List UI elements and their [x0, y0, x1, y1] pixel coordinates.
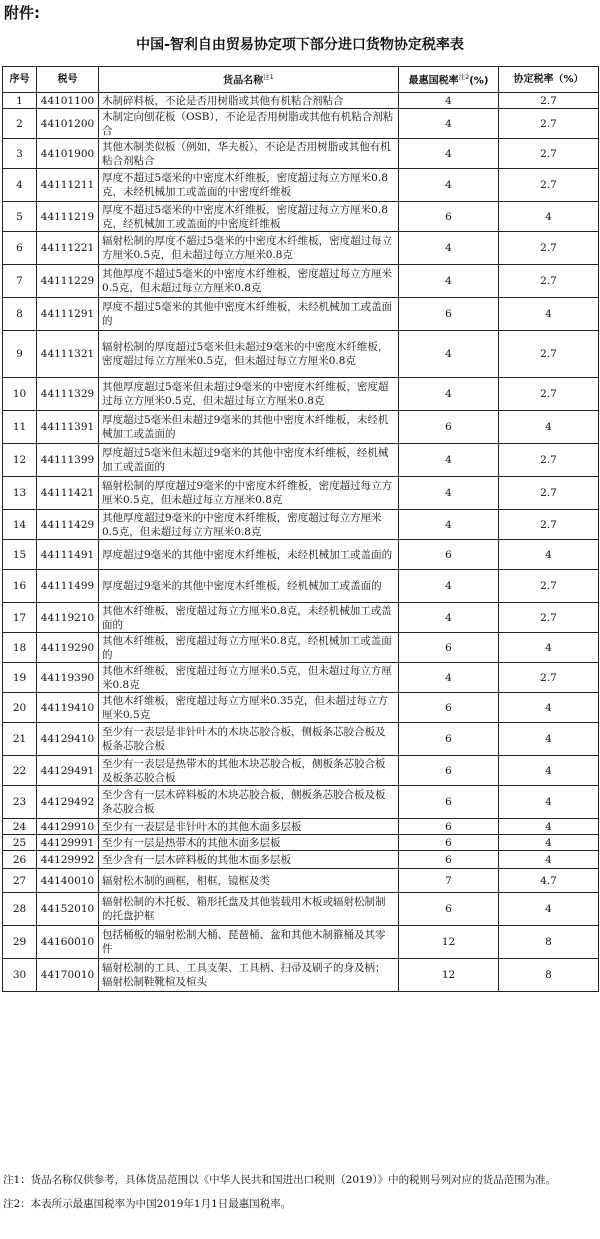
- mfn-rate: 6: [399, 786, 499, 819]
- row-number: 4: [3, 169, 37, 202]
- row-number: 16: [3, 570, 37, 603]
- fta-rate: 2.7: [499, 570, 599, 603]
- table-row: [3, 202, 599, 232]
- goods-name: 包括桶板的辐射松制大桶、琵琶桶、盆和其他木制箍桶及其零件: [99, 926, 399, 959]
- row-number: 2: [3, 109, 37, 139]
- mfn-rate: 6: [399, 633, 499, 663]
- mfn-rate: 4: [399, 265, 499, 298]
- goods-name: 其他厚度超过5毫米但未超过9毫米的中密度木纤维板，密度超过每立方厘米0.5克，但未超过每立方厘米0.8克: [99, 378, 399, 411]
- row-number: 11: [3, 411, 37, 444]
- tariff-code: 44111429: [37, 510, 99, 540]
- fta-rate: 4: [499, 835, 599, 851]
- mfn-rate: 4: [399, 570, 499, 603]
- row-number: 18: [3, 633, 37, 663]
- row-number: 24: [3, 819, 37, 835]
- header-name-note: 注1: [263, 73, 274, 82]
- mfn-rate: 4: [399, 139, 499, 169]
- table-row: [3, 786, 599, 819]
- table-row: [3, 869, 599, 893]
- table-row: [3, 893, 599, 926]
- fta-rate: 2.7: [499, 510, 599, 540]
- attachment-label: 附件:: [4, 4, 40, 22]
- tariff-code: 44119390: [37, 663, 99, 693]
- fta-rate: 4.7: [499, 869, 599, 893]
- header-mfn-text: 最惠国税率: [408, 75, 459, 87]
- mfn-rate: 6: [399, 819, 499, 835]
- goods-name: 其他木纤维板，密度超过每立方厘米0.35克，但未超过每立方厘米0.5克: [99, 693, 399, 723]
- goods-name: 厚度不超过5毫米的其他中密度木纤维板，未经机械加工或盖面的: [99, 298, 399, 331]
- mfn-rate: 6: [399, 851, 499, 869]
- tariff-code: 44101900: [37, 139, 99, 169]
- table-header-row: [3, 67, 599, 93]
- table-row: [3, 109, 599, 139]
- goods-name: 至少有一层是热带木的其他木面多层板: [99, 835, 399, 851]
- footnote-1: 注1：货品名称仅供参考，具体货品范围以《中华人民共和国进出口税则（2019）》中的税则号列对应的货品范围为准。: [3, 1174, 557, 1186]
- tariff-code: 44101200: [37, 109, 99, 139]
- goods-name: 至少含有一层木碎料板的其他木面多层板: [99, 851, 399, 869]
- goods-name: 辐射松制的厚度不超过5毫米的中密度木纤维板，密度超过每立方厘米0.5克，但未超过每立方厘米0.8克: [99, 232, 399, 265]
- tariff-code: 44111399: [37, 444, 99, 477]
- row-number: 12: [3, 444, 37, 477]
- fta-rate: 4: [499, 693, 599, 723]
- mfn-rate: 6: [399, 893, 499, 926]
- table-row: [3, 510, 599, 540]
- fta-rate: 4: [499, 756, 599, 786]
- document-title: 中国-智利自由贸易协定项下部分进口货物协定税率表: [136, 37, 464, 53]
- goods-name: 其他厚度超过9毫米的中密度木纤维板，密度超过每立方厘米0.5克，但未超过每立方厘米0.8克: [99, 510, 399, 540]
- footnote-2: 注2：本表所示最惠国税率为中国2019年1月1日最惠国税率。: [3, 1198, 292, 1210]
- row-number: 29: [3, 926, 37, 959]
- row-number: 1: [3, 93, 37, 109]
- mfn-rate: 4: [399, 331, 499, 378]
- mfn-rate: 6: [399, 298, 499, 331]
- goods-name: 木制定向刨花板（OSB），不论是否用树脂或其他有机粘合剂粘合: [99, 109, 399, 139]
- tariff-code: 44119290: [37, 633, 99, 663]
- fta-rate: 2.7: [499, 139, 599, 169]
- fta-rate: 2.7: [499, 378, 599, 411]
- tariff-code: 44111421: [37, 477, 99, 510]
- mfn-rate: 12: [399, 959, 499, 992]
- fta-rate: 2.7: [499, 169, 599, 202]
- header-no: 序号: [3, 67, 37, 93]
- tariff-code: 44101100: [37, 93, 99, 109]
- goods-name: 厚度不超过5毫米的中密度木纤维板，密度超过每立方厘米0.8克，经机械加工或盖面的中密度纤维板: [99, 202, 399, 232]
- goods-name: 至少有一表层是热带木的其他木块芯胶合板，侧板条芯胶合板及板条芯胶合板: [99, 756, 399, 786]
- tariff-code: 44129491: [37, 756, 99, 786]
- row-number: 26: [3, 851, 37, 869]
- goods-name: 辐射松制的工具、工具支架、工具柄、扫帚及刷子的身及柄；辐射松制鞋靴楦及楦头: [99, 959, 399, 992]
- row-number: 22: [3, 756, 37, 786]
- mfn-rate: 6: [399, 835, 499, 851]
- row-number: 25: [3, 835, 37, 851]
- table-row: [3, 835, 599, 851]
- goods-name: 辐射松木制的画框，相框，镜框及类: [99, 869, 399, 893]
- tariff-code: 44152010: [37, 893, 99, 926]
- header-mfn-rate: [399, 67, 499, 93]
- row-number: 9: [3, 331, 37, 378]
- mfn-rate: 12: [399, 926, 499, 959]
- table-row: [3, 723, 599, 756]
- goods-name: 厚度超过5毫米但未超过9毫米的其他中密度木纤维板，未经机械加工或盖面的: [99, 411, 399, 444]
- tariff-code: 44111219: [37, 202, 99, 232]
- row-number: 5: [3, 202, 37, 232]
- row-number: 20: [3, 693, 37, 723]
- tariff-code: 44129410: [37, 723, 99, 756]
- tariff-code: 44129992: [37, 851, 99, 869]
- tariff-code: 44111291: [37, 298, 99, 331]
- goods-name: 其他木纤维板，密度超过每立方厘米0.5克，但未超过每立方厘米0.8克: [99, 663, 399, 693]
- goods-name: 辐射松制的厚度超过5毫米但未超过9毫米的中密度木纤维板，密度超过每立方厘米0.5克，但未超过每立方厘米0.8克: [99, 331, 399, 378]
- row-number: 14: [3, 510, 37, 540]
- table-row: [3, 232, 599, 265]
- mfn-rate: 6: [399, 540, 499, 570]
- fta-rate: 4: [499, 851, 599, 869]
- table-row: [3, 298, 599, 331]
- row-number: 15: [3, 540, 37, 570]
- fta-rate: 2.7: [499, 603, 599, 633]
- table-row: [3, 570, 599, 603]
- table-row: [3, 693, 599, 723]
- mfn-rate: 4: [399, 378, 499, 411]
- goods-name: 厚度超过9毫米的其他中密度木纤维板，未经机械加工或盖面的: [99, 540, 399, 570]
- goods-name: 至少有一表层是非针叶木的其他木面多层板: [99, 819, 399, 835]
- tariff-code: 44170010: [37, 959, 99, 992]
- tariff-code: 44160010: [37, 926, 99, 959]
- table-row: [3, 603, 599, 633]
- goods-name: 其他木纤维板，密度超过每立方厘米0.8克，未经机械加工或盖面的: [99, 603, 399, 633]
- header-mfn-note: 注2: [458, 73, 470, 82]
- mfn-rate: 6: [399, 756, 499, 786]
- row-number: 6: [3, 232, 37, 265]
- row-number: 13: [3, 477, 37, 510]
- tariff-code: 44111211: [37, 169, 99, 202]
- table-row: [3, 331, 599, 378]
- mfn-rate: 4: [399, 232, 499, 265]
- goods-name: 辐射松制的木托板、箱形托盘及其他装载用木板或辐射松制制的托盘护框: [99, 893, 399, 926]
- row-number: 28: [3, 893, 37, 926]
- goods-name: 厚度超过5毫米但未超过9毫米的其他中密度木纤维板，经机械加工或盖面的: [99, 444, 399, 477]
- tariff-code: 44119210: [37, 603, 99, 633]
- table-row: [3, 851, 599, 869]
- fta-rate: 8: [499, 959, 599, 992]
- row-number: 8: [3, 298, 37, 331]
- fta-rate: 4: [499, 893, 599, 926]
- tariff-code: 44129991: [37, 835, 99, 851]
- fta-rate: 2.7: [499, 331, 599, 378]
- goods-name: 木制碎料板，不论是否用树脂或其他有机粘合剂粘合: [99, 93, 399, 109]
- table-row: [3, 926, 599, 959]
- mfn-rate: 4: [399, 603, 499, 633]
- mfn-rate: 7: [399, 869, 499, 893]
- goods-name: 至少有一表层是非针叶木的木块芯胶合板，侧板条芯胶合板及板条芯胶合板: [99, 723, 399, 756]
- fta-rate: 4: [499, 723, 599, 756]
- table-row: [3, 93, 599, 109]
- goods-name: 至少含有一层木碎料板的木块芯胶合板，侧板条芯胶合板及板条芯胶合板: [99, 786, 399, 819]
- table-row: [3, 756, 599, 786]
- fta-rate: 8: [499, 926, 599, 959]
- tariff-code: 44111321: [37, 331, 99, 378]
- row-number: 19: [3, 663, 37, 693]
- fta-rate: 2.7: [499, 477, 599, 510]
- table-row: [3, 378, 599, 411]
- row-number: 3: [3, 139, 37, 169]
- tariff-code: 44111221: [37, 232, 99, 265]
- mfn-rate: 4: [399, 444, 499, 477]
- goods-name: 厚度超过9毫米的其他中密度木纤维板，经机械加工或盖面的: [99, 570, 399, 603]
- fta-rate: 2.7: [499, 93, 599, 109]
- header-name-text: 货品名称: [223, 75, 264, 87]
- mfn-rate: 4: [399, 510, 499, 540]
- fta-rate: 4: [499, 786, 599, 819]
- table-row: [3, 540, 599, 570]
- row-number: 17: [3, 603, 37, 633]
- goods-name: 其他木纤维板，密度超过每立方厘米0.8克，经机械加工或盖面的: [99, 633, 399, 663]
- table-row: [3, 633, 599, 663]
- goods-name: 其他木制类似板（例如，华夫板），不论是否用树脂或其他有机粘合剂粘合: [99, 139, 399, 169]
- fta-rate: 2.7: [499, 444, 599, 477]
- row-number: 7: [3, 265, 37, 298]
- fta-rate: 4: [499, 298, 599, 331]
- goods-name: 其他厚度不超过5毫米的中密度木纤维板，密度超过每立方厘米0.5克，但未超过每立方厘米0.8克: [99, 265, 399, 298]
- tariff-table: [2, 66, 599, 992]
- mfn-rate: 4: [399, 93, 499, 109]
- tariff-code: 44129492: [37, 786, 99, 819]
- mfn-rate: 6: [399, 693, 499, 723]
- mfn-rate: 6: [399, 202, 499, 232]
- tariff-code: 44111391: [37, 411, 99, 444]
- mfn-rate: 4: [399, 663, 499, 693]
- fta-rate: 4: [499, 540, 599, 570]
- fta-rate: 4: [499, 202, 599, 232]
- header-code: 税号: [37, 67, 99, 93]
- header-fta-rate: 协定税率（%）: [499, 67, 599, 93]
- fta-rate: 2.7: [499, 663, 599, 693]
- tariff-code: 44111499: [37, 570, 99, 603]
- table-row: [3, 411, 599, 444]
- row-number: 10: [3, 378, 37, 411]
- mfn-rate: 6: [399, 723, 499, 756]
- tariff-code: 44111229: [37, 265, 99, 298]
- table-row: [3, 819, 599, 835]
- mfn-rate: 4: [399, 109, 499, 139]
- goods-name: 辐射松制的厚度超过9毫米的中密度木纤维板，密度超过每立方厘米0.5克，但未超过每立方厘米0.8克: [99, 477, 399, 510]
- goods-name: 厚度不超过5毫米的中密度木纤维板，密度超过每立方厘米0.8克，未经机械加工或盖面的中密度纤维板: [99, 169, 399, 202]
- fta-rate: 2.7: [499, 265, 599, 298]
- table-row: [3, 139, 599, 169]
- mfn-rate: 6: [399, 411, 499, 444]
- table-body: [3, 93, 599, 992]
- table-row: [3, 444, 599, 477]
- table-row: [3, 959, 599, 992]
- tariff-code: 44111491: [37, 540, 99, 570]
- tariff-code: 44129910: [37, 819, 99, 835]
- fta-rate: 4: [499, 633, 599, 663]
- row-number: 23: [3, 786, 37, 819]
- fta-rate: 4: [499, 411, 599, 444]
- fta-rate: 2.7: [499, 109, 599, 139]
- table-row: [3, 477, 599, 510]
- tariff-code: 44119410: [37, 693, 99, 723]
- row-number: 30: [3, 959, 37, 992]
- table-row: [3, 265, 599, 298]
- footnotes: [3, 1173, 597, 1221]
- fta-rate: 4: [499, 819, 599, 835]
- header-name: [99, 67, 399, 93]
- table-row: [3, 663, 599, 693]
- mfn-rate: 4: [399, 477, 499, 510]
- mfn-rate: 4: [399, 169, 499, 202]
- tariff-code: 44140010: [37, 869, 99, 893]
- table-row: [3, 169, 599, 202]
- fta-rate: 2.7: [499, 232, 599, 265]
- row-number: 27: [3, 869, 37, 893]
- header-mfn-unit: (%): [469, 75, 489, 87]
- row-number: 21: [3, 723, 37, 756]
- tariff-code: 44111329: [37, 378, 99, 411]
